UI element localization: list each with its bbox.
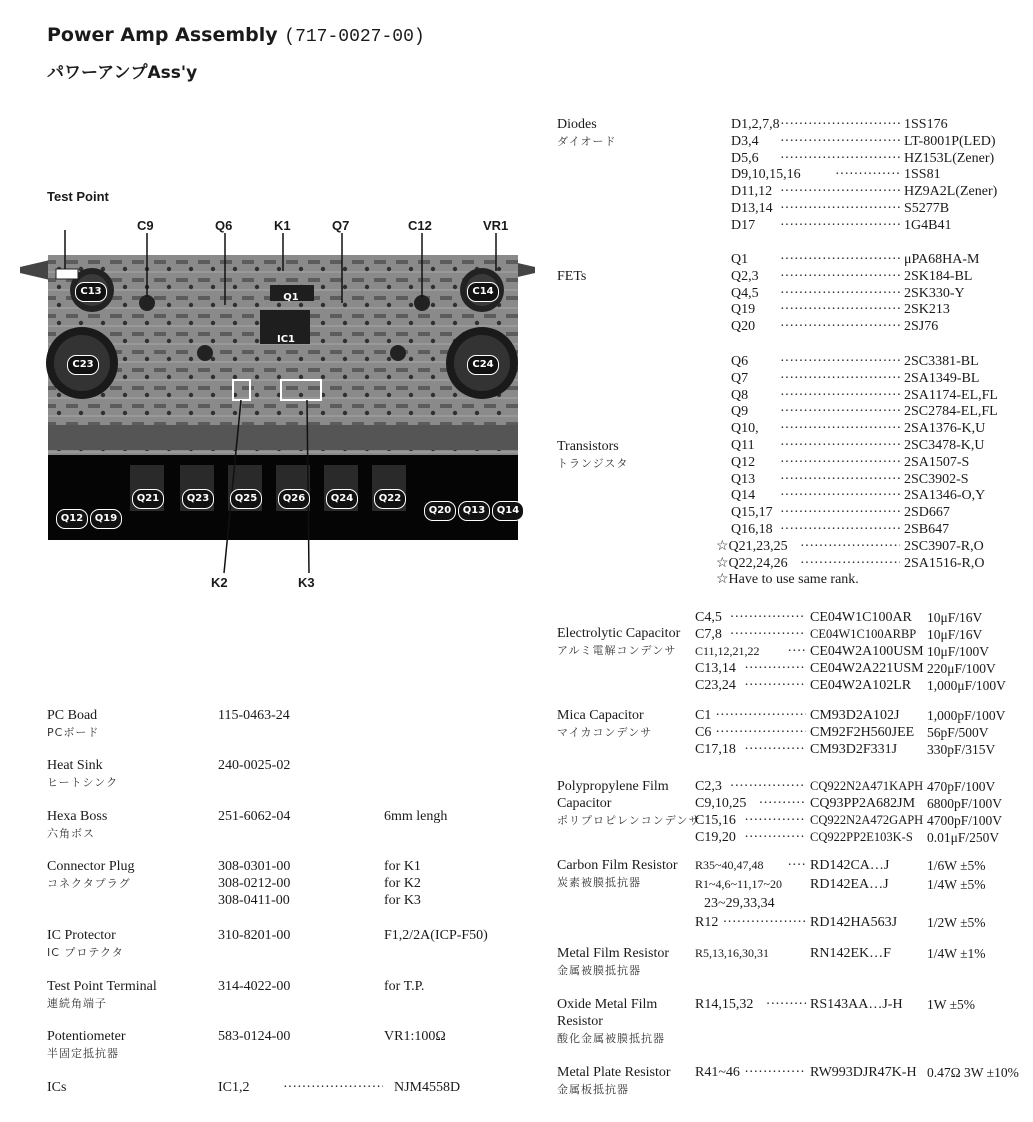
leader-dots <box>780 370 900 387</box>
part-name: ICs <box>47 1080 67 1095</box>
board-label-q12: Q12 <box>56 509 88 529</box>
part-number: CE04W2A102LR <box>810 678 912 693</box>
category-name: Carbon Film Resistor <box>557 858 678 873</box>
part-number: 2SK213 <box>904 302 950 317</box>
ref-designator: R41~46 <box>695 1065 740 1080</box>
ref-designator: Q10, <box>731 421 759 436</box>
leader-dots <box>780 420 900 437</box>
rating: 0.01μF/250V <box>927 830 1000 845</box>
board-label-q14: Q14 <box>492 501 524 521</box>
category-name-jp: トランジスタ <box>557 457 629 470</box>
part-number: CQ922N2A471KAPH <box>810 779 924 793</box>
rating: 1/4W ±5% <box>927 877 986 892</box>
rating: 1,000pF/100V <box>927 708 1006 723</box>
leader-dots <box>780 504 900 521</box>
leader-dots <box>780 353 900 370</box>
part-number: HZ9A2L(Zener) <box>904 184 998 199</box>
part-code: 308-0212-00 <box>218 876 291 891</box>
part-number: RD142HA563J <box>810 915 898 930</box>
board-label-q25: Q25 <box>230 489 262 509</box>
part-number: CQ922N2A472GAPH <box>810 813 924 827</box>
part-name: Potentiometer <box>47 1029 126 1044</box>
category-name-jp: 金属被膜抵抗器 <box>557 964 641 977</box>
part-number: RD142CA…J <box>810 858 890 873</box>
ref-designator: Q16,18 <box>731 522 773 537</box>
category-name-jp: 酸化金属被膜抵抗器 <box>557 1032 665 1045</box>
ref-designator: C17,18 <box>695 742 736 757</box>
part-number: CE04W1C100AR <box>810 610 912 625</box>
leader-dots <box>780 268 900 285</box>
part-name: Test Point Terminal <box>47 979 157 994</box>
label-k3: K3 <box>298 575 315 590</box>
part-number: CM93D2F331J <box>810 742 898 757</box>
ref-designator: Q13 <box>731 472 756 487</box>
leader-dots <box>800 538 900 555</box>
part-number: CQ922PP2E103K-S <box>810 830 913 844</box>
part-number: CQ93PP2A682JM <box>810 796 916 811</box>
leader-dots <box>730 626 806 643</box>
ref-designator: D3,4 <box>731 134 759 149</box>
leader-dots <box>787 857 806 874</box>
label-q6: Q6 <box>215 218 233 233</box>
assembly-title: Power Amp Assembly <box>47 24 278 46</box>
ref-designator: C4,5 <box>695 610 722 625</box>
board-label-c14: C14 <box>467 282 499 302</box>
ref-designator: Q7 <box>731 371 749 386</box>
category-name-jp: マイカコンデンサ <box>557 726 653 739</box>
leader-dots <box>744 741 806 758</box>
part-name-jp: 連続角端子 <box>47 997 107 1010</box>
part-code: 240-0025-02 <box>218 758 291 773</box>
category-name: Oxide Metal Film <box>557 997 658 1012</box>
part-note: for K2 <box>384 876 421 891</box>
category-name: Resistor <box>557 1014 603 1029</box>
part-name: Connector Plug <box>47 859 135 874</box>
ref-designator: C13,14 <box>695 661 736 676</box>
category-name-jp: アルミ電解コンデンサ <box>557 644 677 657</box>
label-vr1: VR1 <box>483 218 509 233</box>
leader-dots <box>780 183 900 200</box>
label-q7: Q7 <box>332 218 350 233</box>
leader-dots <box>780 471 900 488</box>
rating: 56pF/500V <box>927 725 989 740</box>
rating: 10μF/16V <box>927 610 983 625</box>
ref-designator: D13,14 <box>731 201 773 216</box>
ref-designator: Q2,3 <box>731 269 759 284</box>
category-name: FETs <box>557 269 587 284</box>
rating: 1/6W ±5% <box>927 858 986 873</box>
part-number: S5277B <box>904 201 950 216</box>
part-name: Hexa Boss <box>47 809 108 824</box>
part-code: 251-6062-04 <box>218 809 291 824</box>
part-name-jp: 半固定抵抗器 <box>47 1047 119 1060</box>
part-number: CE04W2A100USM <box>810 644 924 659</box>
part-number: 2SA1346-O,Y <box>904 488 986 503</box>
ref-designator: R5,13,16,30,31 <box>695 946 770 960</box>
category-name: Mica Capacitor <box>557 708 644 723</box>
part-number: 1SS81 <box>904 167 941 182</box>
leader-dots <box>780 318 900 335</box>
leader-dots <box>730 609 806 626</box>
ref-designator: C9,10,25 <box>695 796 747 811</box>
part-number: 2SC3902-S <box>904 472 969 487</box>
part-number: 2SC3478-K,U <box>904 438 985 453</box>
ref-designator: C23,24 <box>695 678 736 693</box>
part-name: Heat Sink <box>47 758 103 773</box>
part-name-jp: ヒートシンク <box>47 776 119 789</box>
part-number: RS143AA…J-H <box>810 997 903 1012</box>
label-c9: C9 <box>137 218 154 233</box>
board-label-ic1: IC1 <box>276 334 296 345</box>
part-code: IC1,2 <box>218 1080 250 1095</box>
board-label-c24: C24 <box>467 355 499 375</box>
board-label-q20: Q20 <box>424 501 456 521</box>
part-code: 314-4022-00 <box>218 979 291 994</box>
ref-designator: R12 <box>695 915 719 930</box>
ref-designator: R1~4,6~11,17~20 <box>695 877 783 891</box>
part-code: 308-0301-00 <box>218 859 291 874</box>
board-label-q21: Q21 <box>132 489 164 509</box>
label-k2: K2 <box>211 575 228 590</box>
part-number: HZ153L(Zener) <box>904 151 995 166</box>
part-number: RW993DJR47K-H <box>810 1065 917 1080</box>
ref-designator: D17 <box>731 218 756 233</box>
board-label-q19: Q19 <box>90 509 122 529</box>
ref-designator: R35~40,47,48 <box>695 858 764 872</box>
board-label-q22: Q22 <box>374 489 406 509</box>
part-number: CM92F2H560JEE <box>810 725 915 740</box>
leader-dots <box>744 660 806 677</box>
leader-dots <box>800 555 900 572</box>
leader-dots <box>780 301 900 318</box>
leader-dots <box>780 454 900 471</box>
ref-designator: D5,6 <box>731 151 759 166</box>
category-name: Diodes <box>557 117 597 132</box>
part-note: for K1 <box>384 859 421 874</box>
ref-designator: C19,20 <box>695 830 736 845</box>
ref-designator: Q14 <box>731 488 756 503</box>
ref-designator: Q12 <box>731 455 756 470</box>
part-number: CM93D2A102J <box>810 708 900 723</box>
category-name-jp: ポリプロピレンコンデンサ <box>557 814 701 827</box>
rating: 470pF/100V <box>927 779 996 794</box>
part-number: 2SA1174-EL,FL <box>904 388 998 403</box>
ref-designator: C6 <box>695 725 712 740</box>
leader-dots <box>780 150 900 167</box>
ref-designator: D9,10,15,16 <box>731 167 801 182</box>
ref-designator: C7,8 <box>695 627 722 642</box>
ref-designator: D11,12 <box>731 184 773 199</box>
part-number: 2SA1507-S <box>904 455 970 470</box>
board-label-q23: Q23 <box>182 489 214 509</box>
category-name-jp: 金属板抵抗器 <box>557 1083 629 1096</box>
leader-dots <box>715 724 806 741</box>
rating: 0.47Ω 3W ±10% <box>927 1065 1019 1080</box>
leader-dots <box>780 217 900 234</box>
test-point-label: Test Point <box>47 189 109 204</box>
category-name-jp: ダイオード <box>557 135 617 148</box>
rating: 330pF/315V <box>927 742 996 757</box>
label-c12: C12 <box>408 218 432 233</box>
part-number: 1G4B41 <box>904 218 952 233</box>
ref-designator: Q1 <box>731 252 749 267</box>
assembly-code: (717-0027-00) <box>284 27 425 47</box>
part-note: 6mm lengh <box>384 809 448 824</box>
leader-dots <box>766 996 806 1013</box>
leader-dots <box>780 521 900 538</box>
part-number: 2SJ76 <box>904 319 939 334</box>
part-number: 2SC3907-R,O <box>904 539 984 554</box>
part-note: VR1:100Ω <box>384 1029 446 1044</box>
leader-dots <box>744 677 806 694</box>
rank-note: ☆Have to use same rank. <box>716 572 859 587</box>
board-photo <box>20 185 535 595</box>
rating: 10μF/16V <box>927 627 983 642</box>
part-name-jp: IC プロテクタ <box>47 946 124 959</box>
ref-designator: Q19 <box>731 302 756 317</box>
ref-designator: C1 <box>695 708 712 723</box>
leader-dots <box>780 403 900 420</box>
part-name-jp: 六角ボス <box>47 827 95 840</box>
leader-dots <box>759 795 806 812</box>
part-name-jp: PCボード <box>47 726 100 739</box>
leader-dots <box>780 133 900 150</box>
part-name-jp: コネクタプラグ <box>47 877 131 890</box>
leader-dots <box>835 166 900 183</box>
rating: 1,000μF/100V <box>927 678 1006 693</box>
leader-dots <box>780 387 900 404</box>
part-number: 2SD667 <box>904 505 950 520</box>
label-k1: K1 <box>274 218 291 233</box>
part-code: 115-0463-24 <box>218 708 290 723</box>
ref-designator: R14,15,32 <box>695 997 754 1012</box>
part-number: 2SK184-BL <box>904 269 973 284</box>
leader-dots <box>715 707 806 724</box>
ref-designator: D1,2,7,8 <box>731 117 780 132</box>
rating: 220μF/100V <box>927 661 996 676</box>
rating: 1/2W ±5% <box>927 915 986 930</box>
part-number: CE04W2A221USM <box>810 661 924 676</box>
leader-dots <box>730 778 806 795</box>
category-name: Polypropylene Film <box>557 779 669 794</box>
leader-dots <box>780 251 900 268</box>
page-title <box>47 24 425 47</box>
part-note: NJM4558D <box>394 1080 461 1095</box>
part-number: μPA68HA-M <box>904 252 980 267</box>
part-number: 2SA1349-BL <box>904 371 980 386</box>
ref-designator: 23~29,33,34 <box>704 896 775 911</box>
ref-designator: ☆Q22,24,26 <box>716 556 788 571</box>
leader-dots <box>780 116 900 133</box>
category-name-jp: 炭素被膜抵抗器 <box>557 876 641 889</box>
board-label-q24: Q24 <box>326 489 358 509</box>
ref-designator: C15,16 <box>695 813 736 828</box>
part-number: 2SB647 <box>904 522 950 537</box>
part-note: for K3 <box>384 893 421 908</box>
part-code: 310-8201-00 <box>218 928 291 943</box>
rating: 1/4W ±1% <box>927 946 986 961</box>
leader-dots <box>787 643 806 660</box>
category-name: Capacitor <box>557 796 612 811</box>
part-number: 2SK330-Y <box>904 286 965 301</box>
leader-dots <box>780 487 900 504</box>
category-name: Transistors <box>557 439 619 454</box>
part-code: 308-0411-00 <box>218 893 290 908</box>
ref-designator: C11,12,21,22 <box>695 644 760 658</box>
part-number: RN142EK…F <box>810 946 891 961</box>
leader-dots <box>780 437 900 454</box>
board-label-q1: Q1 <box>283 292 299 303</box>
board-label-q13: Q13 <box>458 501 490 521</box>
ref-designator: ☆Q21,23,25 <box>716 539 788 554</box>
part-number: 1SS176 <box>904 117 948 132</box>
leader-dots <box>744 812 806 829</box>
board-label-q26: Q26 <box>278 489 310 509</box>
ref-designator: Q11 <box>731 438 755 453</box>
rating: 1W ±5% <box>927 997 976 1012</box>
part-number: CE04W1C100ARBP <box>810 627 917 641</box>
part-note: for T.P. <box>384 979 425 994</box>
ref-designator: Q20 <box>731 319 756 334</box>
part-code: 583-0124-00 <box>218 1029 291 1044</box>
category-name: Electrolytic Capacitor <box>557 626 681 641</box>
board-label-c23: C23 <box>67 355 99 375</box>
leader-dots <box>744 829 806 846</box>
part-note: F1,2/2A(ICP-F50) <box>384 928 488 943</box>
ref-designator: Q9 <box>731 404 749 419</box>
category-name: Metal Film Resistor <box>557 946 669 961</box>
part-number: LT-8001P(LED) <box>904 134 996 149</box>
ref-designator: Q15,17 <box>731 505 773 520</box>
part-name: PC Boad <box>47 708 98 723</box>
ref-designator: Q6 <box>731 354 749 369</box>
page-subtitle: パワーアンプAss'y <box>47 63 198 83</box>
part-number: 2SA1516-R,O <box>904 556 985 571</box>
category-name: Metal Plate Resistor <box>557 1065 671 1080</box>
part-name: IC Protector <box>47 928 116 943</box>
ref-designator: C2,3 <box>695 779 722 794</box>
board-label-c13: C13 <box>75 282 107 302</box>
rating: 10μF/100V <box>927 644 989 659</box>
part-number: 2SC3381-BL <box>904 354 979 369</box>
rating: 6800pF/100V <box>927 796 1003 811</box>
leader-dots <box>283 1079 383 1096</box>
part-number: 2SA1376-K,U <box>904 421 986 436</box>
leader-dots <box>723 914 806 931</box>
board-photo-graphic <box>20 185 535 595</box>
ref-designator: Q8 <box>731 388 749 403</box>
rating: 4700pF/100V <box>927 813 1003 828</box>
ref-designator: Q4,5 <box>731 286 759 301</box>
part-number: RD142EA…J <box>810 877 889 892</box>
leader-dots <box>780 200 900 217</box>
leader-dots <box>780 285 900 302</box>
leader-dots <box>744 1064 806 1081</box>
part-number: 2SC2784-EL,FL <box>904 404 998 419</box>
